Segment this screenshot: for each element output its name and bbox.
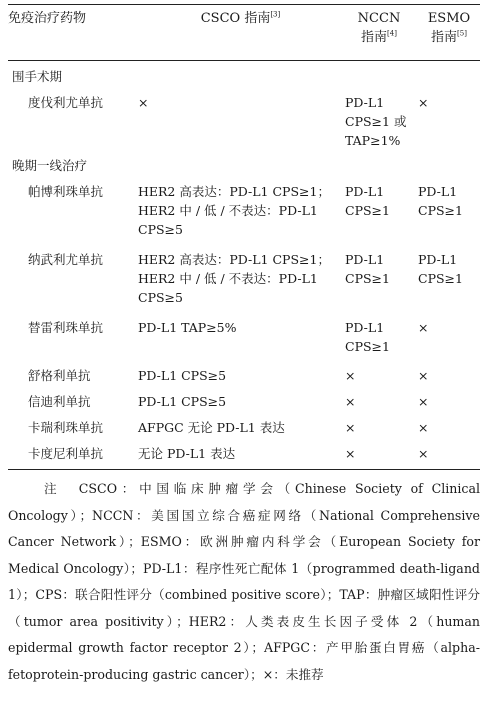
nccn-line: PD-L1	[345, 252, 385, 267]
table-row-csco	[138, 418, 343, 437]
table-row-nccn	[345, 418, 413, 437]
csco-line: HER2 高表达：PD-L1 CPS≥1；	[138, 252, 330, 267]
csco-line: 无论 PD-L1 表达	[138, 446, 236, 461]
table-row-nccn	[345, 93, 413, 150]
table-bottom-rule	[8, 469, 480, 470]
table-row-csco	[138, 392, 343, 411]
table-row-csco	[138, 318, 343, 337]
header-nccn-label: 指南	[361, 30, 388, 45]
esmo-line: ×	[418, 420, 429, 435]
table-row-nccn	[345, 392, 413, 411]
table-row-csco	[138, 182, 343, 239]
csco-line: CPS≥5	[138, 222, 183, 237]
csco-line: PD-L1 CPS≥5	[138, 368, 227, 383]
header-csco	[138, 9, 343, 28]
table-row-drug: 信迪利单抗	[28, 394, 91, 409]
table-row-drug: 卡度尼利单抗	[28, 446, 104, 461]
nccn-line: TAP≥1%	[345, 133, 401, 148]
table-row-csco	[138, 366, 343, 385]
header-csco-label: CSCO 指南	[200, 11, 271, 26]
table-row-csco	[138, 250, 343, 307]
nccn-line: CPS≥1 或	[345, 114, 407, 129]
nccn-line: ×	[345, 446, 356, 461]
nccn-line: CPS≥1	[345, 339, 390, 354]
csco-line: HER2 中 / 低 / 不表达：PD-L1	[138, 271, 318, 286]
esmo-line: ×	[418, 320, 429, 335]
section-title-first-line: 晚期一线治疗	[12, 158, 88, 173]
header-nccn-line2	[345, 28, 413, 47]
esmo-line: ×	[418, 368, 429, 383]
nccn-line: PD-L1	[345, 320, 385, 335]
csco-line: CPS≥5	[138, 290, 183, 305]
table-row-esmo	[418, 392, 480, 411]
table-row-drug: 帕博利珠单抗	[28, 184, 104, 199]
table-row-drug: 舒格利单抗	[28, 368, 91, 383]
table-row-esmo	[418, 318, 480, 337]
table-row-esmo	[418, 250, 480, 288]
nccn-line: ×	[345, 394, 356, 409]
table-row-drug: 卡瑞利珠单抗	[28, 420, 104, 435]
header-esmo-ref: [5]	[457, 29, 467, 38]
header-esmo-label: 指南	[431, 30, 458, 45]
notes-label: 注	[44, 481, 62, 496]
nccn-line: CPS≥1	[345, 271, 390, 286]
section-title-perioperative: 围手术期	[12, 69, 63, 84]
table-row-nccn	[345, 250, 413, 288]
nccn-line: CPS≥1	[345, 203, 390, 218]
header-nccn	[345, 9, 413, 47]
table-header-rule	[8, 60, 480, 61]
table-row-esmo	[418, 93, 480, 112]
csco-line: HER2 高表达：PD-L1 CPS≥1；	[138, 184, 330, 199]
header-nccn-line1: NCCN	[357, 11, 401, 26]
csco-line: ×	[138, 95, 149, 110]
esmo-line: ×	[418, 394, 429, 409]
nccn-line: PD-L1	[345, 95, 385, 110]
nccn-line: ×	[345, 420, 356, 435]
esmo-line: ×	[418, 446, 429, 461]
table-row-csco	[138, 444, 343, 463]
table-row-drug: 替雷利珠单抗	[28, 320, 104, 335]
table-row-drug: 度伐利尤单抗	[28, 95, 104, 110]
esmo-line: PD-L1	[418, 252, 458, 267]
header-esmo-line2	[418, 28, 480, 47]
notes-text: CSCO：中国临床肿瘤学会（Chinese Society of Clinical Oncology）；NCCN：美国国立综合癌症网络（National Comprehensive Cancer Network）；ESMO：欧洲肿瘤内科学会（European Society for Medical Oncology）；PD-L1：程序性死亡配体 1（programmed death-ligand 1）；CPS：联合阳性评分（combined positive score）；TAP：肿瘤区域阳性评分（tumor area positivity）；HER2：人类表皮生长因子受体 2（human epidermal growth factor receptor 2）；AFPGC：产甲胎蛋白胃癌（alpha-fetoprotein-producing gastric cancer）；×：未推荐	[8, 481, 480, 682]
table-row-nccn	[345, 318, 413, 356]
csco-line: AFPGC 无论 PD-L1 表达	[138, 420, 285, 435]
table-row-esmo	[418, 182, 480, 220]
csco-line: PD-L1 TAP≥5%	[138, 320, 237, 335]
esmo-line: CPS≥1	[418, 271, 463, 286]
nccn-line: ×	[345, 368, 356, 383]
csco-line: HER2 中 / 低 / 不表达：PD-L1	[138, 203, 318, 218]
nccn-line: PD-L1	[345, 184, 385, 199]
table-row-esmo	[418, 366, 480, 385]
header-nccn-ref: [4]	[387, 29, 397, 38]
table-row-csco	[138, 93, 343, 112]
esmo-line: CPS≥1	[418, 203, 463, 218]
header-esmo	[418, 9, 480, 47]
table-row-drug: 纳武利尤单抗	[28, 252, 104, 267]
header-csco-ref: [3]	[270, 10, 281, 19]
table-row-esmo	[418, 418, 480, 437]
table-notes	[8, 476, 480, 688]
csco-line: PD-L1 CPS≥5	[138, 394, 227, 409]
table-row-nccn	[345, 366, 413, 385]
table-row-nccn	[345, 182, 413, 220]
esmo-line: PD-L1	[418, 184, 458, 199]
header-esmo-line1: ESMO	[427, 11, 471, 26]
header-drug: 免疫治疗药物	[8, 11, 87, 26]
table-top-rule	[8, 4, 480, 5]
table-row-esmo	[418, 444, 480, 463]
table-row-nccn	[345, 444, 413, 463]
esmo-line: ×	[418, 95, 429, 110]
